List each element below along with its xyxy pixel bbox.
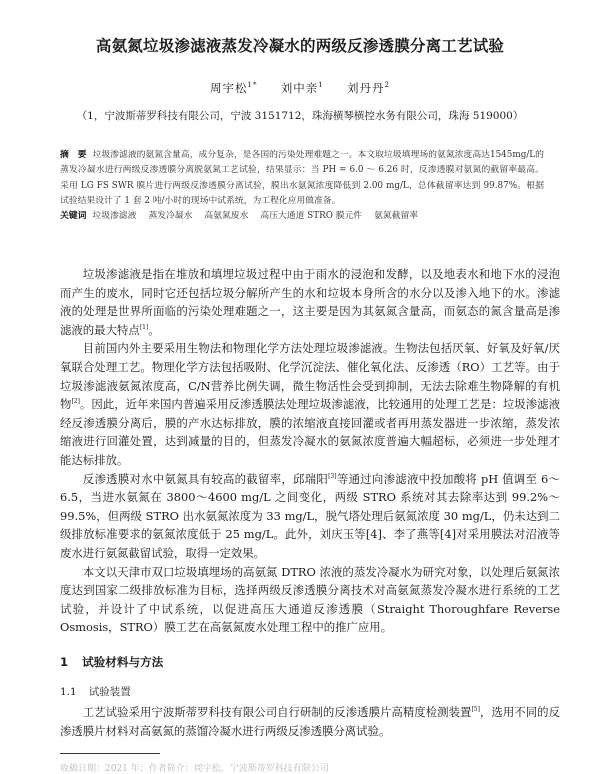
- author-sup: 2: [384, 81, 390, 90]
- keyword: 高压大通道 STRO 膜元件: [260, 211, 363, 222]
- body-text: [60, 265, 560, 637]
- author-name: 周宇松: [210, 81, 248, 95]
- citation: [2]: [71, 398, 80, 406]
- paragraph: 目前国内外主要采用生物法和物理化学方法处理垃圾渗滤液。生物法包括厌氧、好氧及好氧/厌氧联合处理工艺。物理化学方法包括吸附、化学沉淀法、催化氧化法、反渗透（RO）工艺等。由于垃圾渗滤液氨氮浓度高，C/N营养比例失调，微生物活性会受到抑制，无法去除难生物降解的有机物[2]。因此，近年来国内普遍采用反渗透膜法处理垃圾渗滤液，比较通用的处理工艺是：垃圾渗滤液经反渗透膜分离后，膜的产水达标排放，膜的浓缩液直接回灌或者再用蒸发器进一步浓缩，蒸发浓缩液进行回灌处置，达到减量的目的，但蒸发冷凝水的氨氮浓度普遍大幅超标，必须进一步处理才能达标排放。: [60, 341, 560, 467]
- paragraph: 垃圾渗滤液是指在堆放和填埋垃圾过程中由于雨水的浸泡和发酵，以及地表水和地下水的浸泡而产生的废水，同时它还包括垃圾分解所产生的水和垃圾本身所含的水分以及渗入地下的水。渗滤液的处理是世界所面临的污染处理难题之一，这主要是因为其氨氮含量高，而氨态的氮含量高是渗滤液的最大特点[1]。: [60, 267, 560, 337]
- citation: [1]: [139, 323, 149, 331]
- affiliation: （1，宁波斯蒂罗科技有限公司，宁波 3151712，珠海横琴横控水务有限公司，珠海 519000）: [76, 110, 524, 122]
- keyword: 蒸发冷凝水: [148, 211, 193, 222]
- abstract-block: [60, 148, 544, 224]
- paragraph: 工艺试验采用宁波斯蒂罗科技有限公司自行研制的反渗透膜片高精度检测装置[5]，选用不同的反渗透膜片材料对高氨氮的蒸馏冷凝水进行两级反渗透膜分离试验。: [60, 705, 560, 738]
- subsection-heading: 1.1 试验装置: [60, 686, 131, 698]
- keyword: 高氨氮废水: [204, 211, 249, 222]
- author-sup: 1: [318, 81, 324, 90]
- paper-title: 高氨氮垃圾渗滤液蒸发冷凝水的两级反渗透膜分离工艺试验: [95, 37, 505, 55]
- keywords-label: 关键词: [60, 211, 87, 222]
- section-body-text: [60, 703, 560, 740]
- footnote-text: 收稿日期：2021 年；作者简介：周宇松，宁波斯蒂罗科技有限公司: [60, 764, 329, 774]
- author-name: 刘中亲: [280, 81, 319, 95]
- citation: [3]: [328, 472, 337, 480]
- keyword: 垃圾渗滤液: [92, 211, 137, 222]
- citation: [5]: [471, 706, 480, 714]
- author-sup: 1*: [247, 81, 258, 90]
- abstract-label: 摘 要: [60, 150, 87, 160]
- author-list: [20, 80, 580, 96]
- keyword: 氨氮截留率: [374, 211, 419, 222]
- footnote-rule: [60, 753, 160, 754]
- author-name: 刘丹丹: [347, 81, 385, 95]
- paragraph: 反渗透膜对水中氨氮具有较高的截留率，邱瑞阳[3]等通过向渗滤液中投加酸将 pH 值调至 6～6.5，当进水氨氮在 3800～4600 mg/L 之间变化，两级 STRO 系统对其去除率达到 99.2%～99.5%，但两级 STRO 出水氨氮浓度为 33 mg/L，脱气塔处理后氨氮浓度 30 mg/L，仍未达到二级排放标准要求的氨氮浓度低于 25 mg/L。此外，刘庆玉等[4]、李了燕等[4]对采用膜法对沼液等废水进行氨氮截留试验，取得一定效果。: [60, 471, 560, 560]
- abstract-text: 垃圾渗滤液的氨氮含量高，成分复杂，是各国的污染处理难题之一。本文取垃圾填埋场的氨氮浓度高达1545mg/L的蒸发冷凝水进行两级反渗透膜分离脱氨氮工艺试验，结果显示：当 PH = 6.0 ～ 6.26 时，反渗透膜对氨氮的截留率最高。采用 LG FS SWR 膜片进行两级反渗透膜分离试验，膜出水氨氮浓度降低到 2.00 mg/L，总体截留率达到 99.87%。根据试验结果设计了 1 套 2 吨/小时的现场中试系统，为工程化应用做准备。: [60, 150, 544, 206]
- section-heading: 1 试验材料与方法: [60, 655, 164, 669]
- paragraph: 本文以天津市双口垃圾填埋场的高氨氮 DTRO 浓液的蒸发冷凝水为研究对象，以处理后氨氮浓度达到国家二级排放标准为目标，选择两级反渗透膜分离技术对高氨氮蒸发冷凝水进行系统的工艺试验，并设计了中试系统，以促进高压大通道反渗透膜（Straight Thoroughfare Reverse Osmosis，STRO）膜工艺在高氨氮废水处理工程中的推广应用。: [60, 564, 560, 635]
